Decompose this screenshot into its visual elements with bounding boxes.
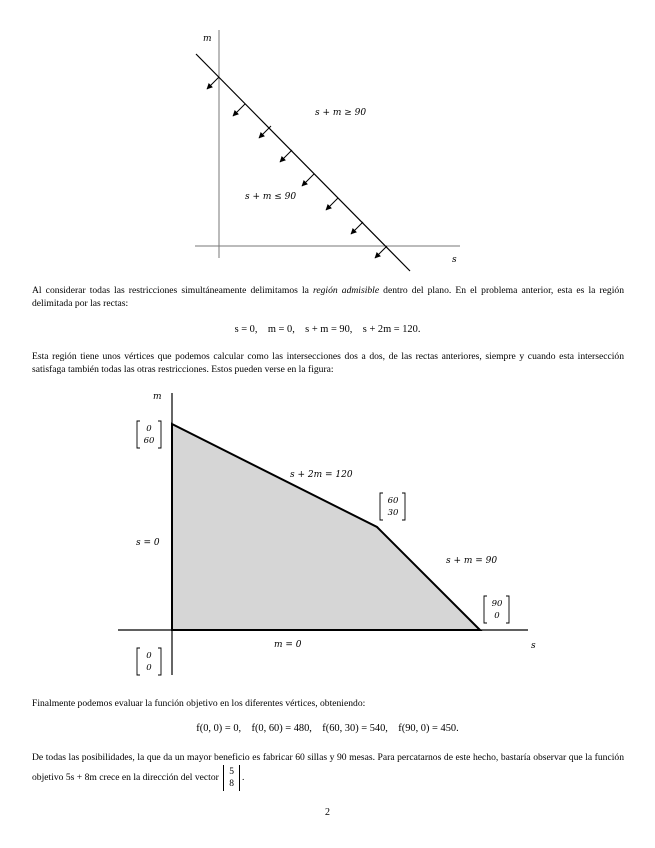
page-number: 2 [325, 807, 330, 818]
fig1-constraint-line [196, 54, 410, 271]
equation-objective-values: f(0, 0) = 0, f(0, 60) = 480, f(60, 30) = 540, f(90, 0) = 450. [196, 723, 459, 734]
vertex-vector-90-0 [484, 596, 509, 623]
line-label-s-0: s = 0 [136, 538, 160, 548]
vertex-vector-0-60 [137, 421, 161, 448]
svg-text:0: 0 [146, 651, 152, 661]
feasible-region-polygon [172, 424, 480, 630]
fig1-x-axis-label: s [452, 255, 457, 265]
figure-constraint-halfplanes [0, 0, 655, 275]
svg-text:0: 0 [146, 663, 152, 673]
paragraph-vertices: Esta región tiene unos vértices que podemos calcular como las intersecciones dos a dos, de las rectas anteriores, siempre y cuando esta intersección satisfaga también todas las otras restricciones. Estos pueden verse en la figura: [32, 351, 624, 376]
fig2-x-axis-label: s [531, 641, 536, 651]
svg-text:0: 0 [494, 611, 500, 621]
figure-feasible-region [0, 385, 655, 680]
vertex-vector-0-0 [137, 648, 161, 675]
line-label-s-m-90: s + m = 90 [446, 556, 498, 566]
fig2-y-axis-label: m [153, 392, 162, 402]
paragraph-evaluate: Finalmente podemos evaluar la función objetivo en los diferentes vértices, obteniendo: [32, 698, 366, 709]
svg-text:60: 60 [387, 496, 399, 506]
fig1-lower-region-label: s + m ≤ 90 [245, 192, 297, 202]
svg-text:60: 60 [143, 436, 155, 446]
direction-vector: 5 8 [223, 765, 240, 791]
line-label-s-2m-120: s + 2m = 120 [290, 470, 353, 480]
svg-text:90: 90 [491, 599, 503, 609]
paragraph-region-admisible: Al considerar todas las restricciones simultáneamente delimitamos la región admisible dentro del plano. En el problema anterior, esta es la región delimitada por las rectas: [32, 285, 624, 310]
vertex-vector-60-30 [380, 493, 405, 520]
paragraph-conclusion: De todas las posibilidades, la que da un mayor beneficio es fabricar 60 sillas y 90 mesas. Para percatarnos de este hecho, bastaría observar que la función objetivo 5s + 8m crece en la dirección del vector 5 8 . [32, 752, 624, 789]
fig1-upper-region-label: s + m ≥ 90 [315, 108, 367, 118]
svg-text:0: 0 [146, 424, 152, 434]
svg-text:30: 30 [387, 508, 399, 518]
equation-lines: s = 0, m = 0, s + m = 90, s + 2m = 120. [234, 324, 421, 335]
line-label-m-0: m = 0 [274, 640, 302, 650]
fig1-y-axis-label: m [203, 34, 212, 44]
term-region-admisible: región admisible [313, 285, 380, 296]
fig1-direction-arrows [207, 77, 387, 258]
